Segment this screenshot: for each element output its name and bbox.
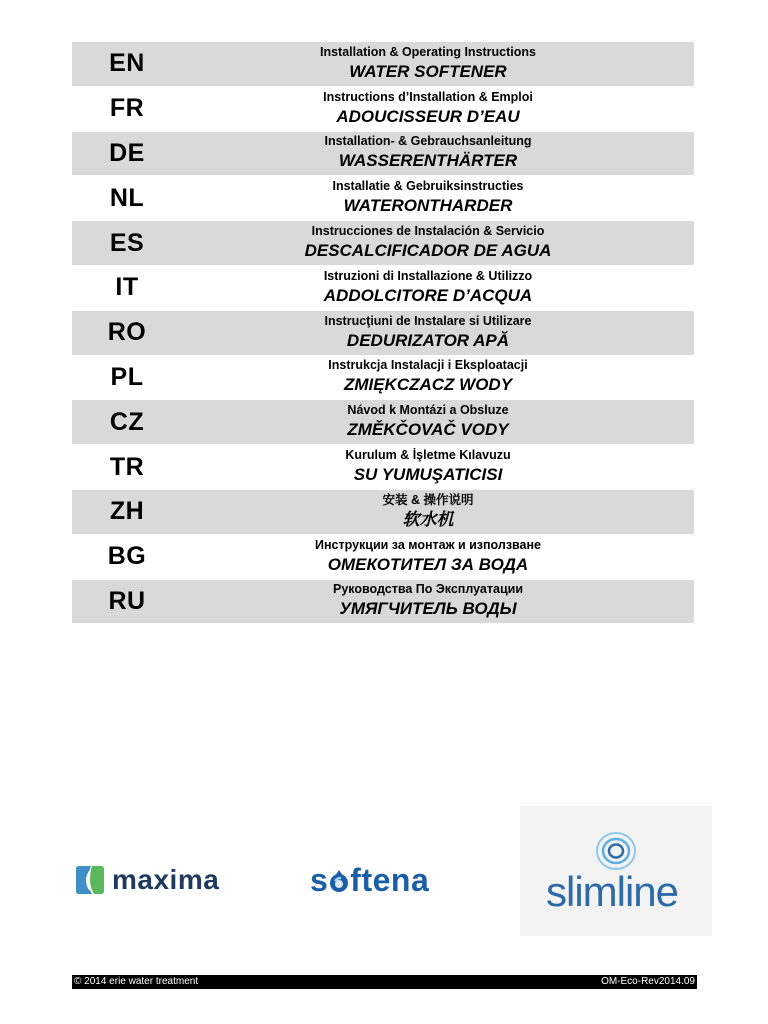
- language-subtitle: Instructions d’Installation & Emploi: [323, 89, 533, 104]
- water-drop-icon: [329, 864, 349, 888]
- language-row-tr: [72, 445, 694, 490]
- language-row-bg: [72, 535, 694, 580]
- language-title: ADOUCISSEUR D’EAU: [336, 106, 520, 126]
- language-text: [182, 176, 694, 220]
- language-subtitle: Руководства По Эксплуатации: [332, 582, 523, 597]
- language-table: [72, 42, 694, 624]
- language-code: NL: [109, 183, 145, 212]
- language-subtitle: 安装 & 操作说明: [382, 492, 474, 507]
- language-text: [182, 400, 694, 444]
- language-code: PL: [110, 362, 144, 391]
- language-text: [182, 221, 694, 265]
- language-row-fr: [72, 87, 694, 132]
- language-code: EN: [109, 49, 145, 78]
- copyright-text: © 2014 erie water treatment: [74, 976, 199, 987]
- language-subtitle: Kurulum & İşletme Kılavuzu: [345, 448, 511, 463]
- language-subtitle: Istruzioni di Installazione & Utilizzo: [323, 268, 533, 283]
- language-text: [182, 87, 694, 131]
- language-title: 软水机: [402, 509, 454, 529]
- language-code: ES: [109, 228, 145, 257]
- softena-wordmark-end: ftena: [350, 862, 430, 898]
- language-code: TR: [109, 452, 145, 481]
- language-subtitle: Инструкции за монтаж и използване: [314, 537, 542, 552]
- language-subtitle: Instrucciones de Instalación & Servicio: [311, 224, 545, 239]
- language-title: ZMIĘKCZACZ WODY: [343, 375, 513, 395]
- language-title: WATER SOFTENER: [349, 61, 507, 81]
- maxima-logo: [74, 864, 219, 896]
- slimline-logo: [520, 806, 712, 936]
- language-code: ZH: [109, 497, 145, 526]
- language-row-ro: [72, 311, 694, 356]
- softena-wordmark-start: s: [310, 862, 329, 898]
- language-code: DE: [109, 138, 145, 167]
- language-subtitle: Installation- & Gebrauchsanleitung: [324, 134, 532, 149]
- language-row-en: [72, 42, 694, 87]
- language-row-de: [72, 132, 694, 177]
- language-subtitle: Installation & Operating Instructions: [320, 44, 536, 59]
- document-reference: OM-Eco-Rev2014.09: [601, 976, 695, 987]
- language-row-it: [72, 266, 694, 311]
- language-code: CZ: [109, 407, 145, 436]
- language-title: WASSERENTHÄRTER: [338, 151, 518, 171]
- language-code: RO: [107, 318, 147, 347]
- language-code: RU: [108, 586, 146, 615]
- language-title: SU YUMUŞATICISI: [353, 465, 503, 485]
- language-title: ОМЕКОТИТЕЛ ЗА ВОДА: [327, 554, 529, 574]
- language-title: WATERONTHARDER: [343, 196, 513, 216]
- language-title: ZMĚKČOVAČ VODY: [347, 420, 509, 440]
- language-row-cz: [72, 400, 694, 445]
- language-title: DESCALCIFICADOR DE AGUA: [304, 241, 552, 261]
- maxima-wordmark: maxima: [112, 864, 220, 895]
- language-code: FR: [109, 94, 145, 123]
- language-row-pl: [72, 356, 694, 401]
- language-subtitle: Instrucţiuni de Instalare si Utilizare: [324, 313, 532, 328]
- language-text: [182, 535, 694, 579]
- slimline-wordmark: slimline: [546, 868, 679, 915]
- language-subtitle: Installatie & Gebruiksinstructies: [332, 179, 524, 194]
- language-title: УМЯГЧИТЕЛЬ ВОДЫ: [339, 599, 517, 619]
- language-text: [182, 445, 694, 489]
- language-text: [182, 580, 694, 624]
- language-title: ADDOLCITORE D’ACQUA: [323, 285, 533, 305]
- language-row-ru: [72, 580, 694, 625]
- language-text: [182, 490, 694, 534]
- language-text: [182, 132, 694, 176]
- language-subtitle: Návod k Montázi a Obsluze: [347, 403, 509, 418]
- language-text: [182, 356, 694, 400]
- language-text: [182, 266, 694, 310]
- language-row-es: [72, 221, 694, 266]
- language-title: DEDURIZATOR APĂ: [346, 330, 510, 350]
- language-subtitle: Instrukcja Instalacji i Eksploatacji: [328, 358, 528, 373]
- language-code: IT: [115, 273, 139, 302]
- language-row-zh: [72, 490, 694, 535]
- language-row-nl: [72, 176, 694, 221]
- maxima-mark-icon: [74, 865, 106, 895]
- softena-logo: [310, 862, 429, 899]
- footer-bar: [72, 975, 697, 989]
- language-text: [182, 42, 694, 86]
- language-text: [182, 311, 694, 355]
- language-code: BG: [107, 542, 147, 571]
